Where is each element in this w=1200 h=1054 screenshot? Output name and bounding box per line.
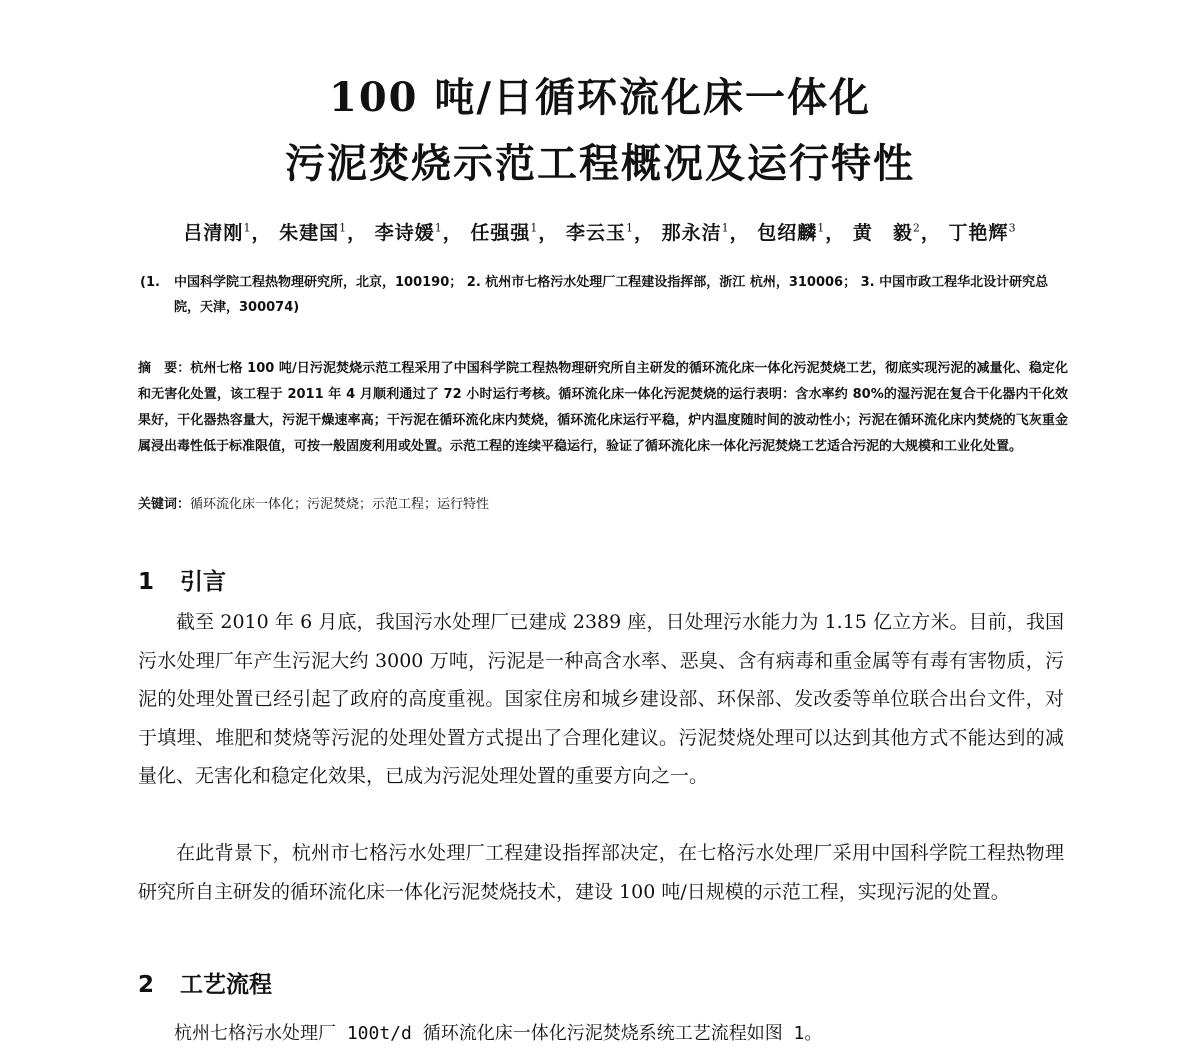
author: 那永洁$^1$ (661, 221, 730, 244)
author: 朱建国$^1$ (279, 221, 348, 244)
affiliation-prefix: (1. (140, 275, 160, 290)
section-title: 工艺流程 (180, 972, 272, 998)
abstract-text: 杭州七格 100 吨/日污泥焚烧示范工程采用了中国科学院工程热物理研究所自主研发的循环流化床一体化污泥焚烧工艺，彻底实现污泥的减量化、稳定化和无害化处置，该工程于 2011 年 4 月顺利通过了 72 小时运行考核。循环流化床一体化污泥焚烧的运行表明：含水率约 80%的湿污泥在复合干化器内干化效果好，干化器热容量大，污泥干燥速率高；干污泥在循环流化床内焚烧，循环流化床运行平稳，炉内温度随时间的波动性小；污泥在循环流化床内焚烧的飞灰重金属浸出毒性低于标准限值，可按一般固废利用或处置。示范工程的连续平稳运行，验证了循环流化床一体化污泥焚烧工艺适合污泥的大规模和工业化处置。 (138, 361, 1068, 454)
keywords (138, 492, 1068, 518)
section-2-heading (138, 966, 272, 999)
author: 李诗媛$^1$ (374, 221, 443, 244)
affiliation-text: 中国科学院工程热物理研究所，北京，100190； 2. 杭州市七格污水处理厂工程建设指挥部，浙江 杭州，310006； 3. 中国市政工程华北设计研究总院，天津，300074) (174, 275, 1049, 315)
abstract (138, 356, 1068, 460)
affiliations (140, 270, 1070, 320)
section-2-paragraph-1: 杭州七格污水处理厂 100t/d 循环流化床一体化污泥焚烧系统工艺流程如图 1。 (174, 1023, 823, 1044)
section-title: 引言 (180, 569, 226, 595)
keywords-text: 循环流化床一体化；污泥焚烧；示范工程；运行特性 (190, 497, 490, 512)
abstract-label: 摘 要： (138, 361, 191, 376)
title-line-2: 污泥焚烧示范工程概况及运行特性 (285, 140, 915, 187)
author: 丁艳辉$^3$ (948, 221, 1017, 244)
section-1-heading (138, 563, 226, 596)
keywords-label: 关键词： (138, 497, 191, 512)
author-list: 吕清刚$^1$， 朱建国$^1$， 李诗媛$^1$， 任强强$^1$， 李云玉$^1$， 那永洁$^1$， 包绍麟$^1$， 黄 毅$^2$， 丁艳辉$^3$ (183, 221, 1017, 244)
section-number: 2 (138, 972, 155, 998)
author: 吕清刚$^1$ (183, 221, 252, 244)
section-1-paragraph-2: 在此背景下，杭州市七格污水处理厂工程建设指挥部决定，在七格污水处理厂采用中国科学院工程热物理研究所自主研发的循环流化床一体化污泥焚烧技术，建设 100 吨/日规模的示范工程，实现污泥的处置。 (138, 842, 1064, 903)
author: 包绍麟$^1$ (757, 221, 826, 244)
author: 黄 毅$^2$ (852, 221, 921, 244)
section-number: 1 (138, 569, 155, 595)
author: 任强强$^1$ (470, 221, 539, 244)
title-line-1: 100 吨/日循环流化床一体化 (328, 74, 872, 121)
section-1-paragraph-1: 截至 2010 年 6 月底，我国污水处理厂已建成 2389 座，日处理污水能力为 1.15 亿立方米。目前，我国污水处理厂年产生污泥大约 3000 万吨，污泥是一种高含水率、恶臭、含有病毒和重金属等有毒有害物质，污泥的处理处置已经引起了政府的高度重视。国家住房和城乡建设部、环保部、发改委等单位联合出台文件，对于填埋、堆肥和焚烧等污泥的处理处置方式提出了合理化建议。污泥焚烧处理可以达到其他方式不能达到的减量化、无害化和稳定化效果，已成为污泥处理处置的重要方向之一。 (138, 611, 1064, 787)
author: 李云玉$^1$ (565, 221, 634, 244)
